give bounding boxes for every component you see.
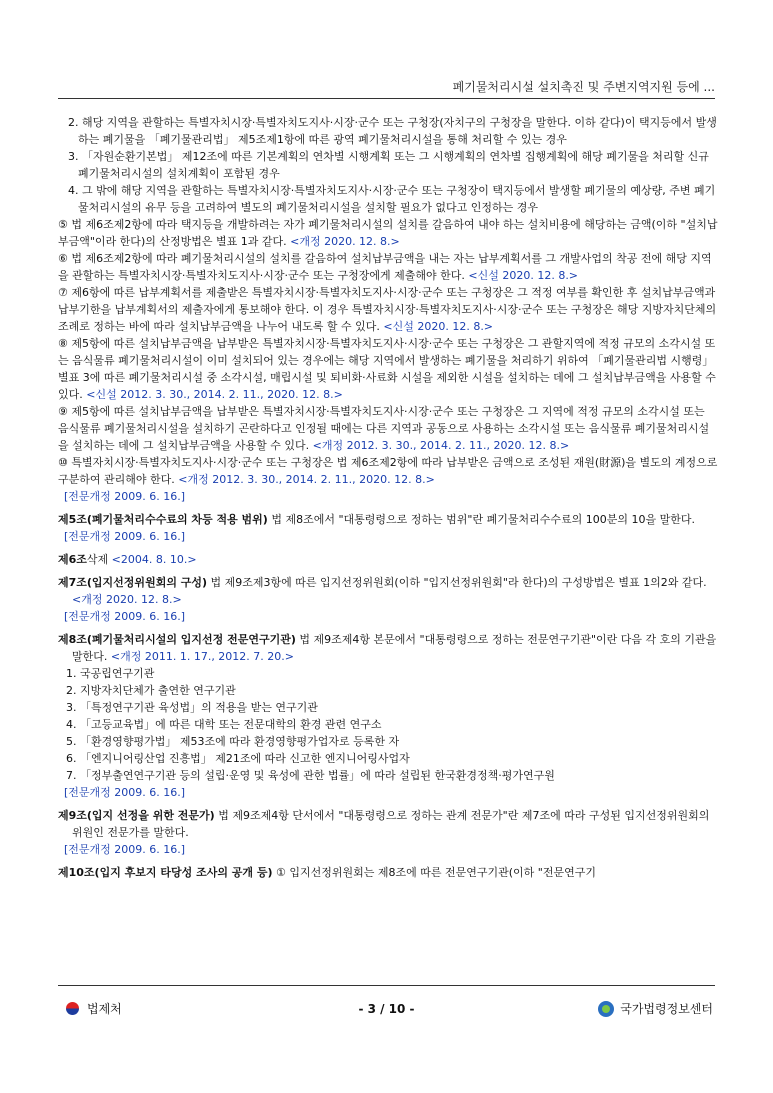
item-text: [전문개정 2009. 6. 16.]: [64, 843, 186, 856]
article-title: 제7조(입지선정위원회의 구성): [58, 576, 208, 589]
item-text: ⑩ 특별자치시장·특별자치도지사·시장·군수 또는 구청장은 법 제6조제2항에 따라 납부받은 금액으로 조성된 재원(財源)을 별도의 계정으로 구분하여 관리해야 한다.: [58, 456, 718, 486]
item-text: ⑨ 제5항에 따른 설치납부금액을 납부받은 특별자치시장·특별자치도지사·시장·군수 또는 구청장은 그 지역에 적정 규모의 소각시설 또는 음식물류 폐기물처리시설을 설치하기 곤란하다고 인정될 때에는 다른 지역과 공동으로 사용하는 소각시설 또는 음식물류 폐기물처리시설을 설치하는 데에 그 설치납부금액을 사용할 수 있다.: [58, 405, 710, 452]
footer-agency: 법제처: [87, 1002, 122, 1016]
amendment-note: [58, 528, 718, 545]
item-text: 2. 해당 지역을 관할하는 특별자치시장·특별자치도지사·시장·군수 또는 구청장(자치구의 구청장을 말한다. 이하 같다)이 택지등에서 발생하는 폐기물을 「폐기물관리법」 제5조제1항에 따른 광역 폐기물처리시설을 통해 처리할 수 있는 경우: [68, 116, 717, 146]
amendment-note: [58, 784, 718, 801]
article-title: 제10조(입지 후보지 타당성 조사의 공개 등): [58, 866, 273, 879]
amendment-date: <개정 2011. 1. 17., 2012. 7. 20.>: [110, 650, 294, 663]
item-text: 4. 그 밖에 해당 지역을 관할하는 특별자치시장·특별자치도지사·시장·군수 또는 구청장이 택지등에서 발생할 폐기물의 예상량, 주변 폐기물처리시설의 유무 등을 고려하여 별도의 폐기물처리시설을 설치할 필요가 없다고 인정하는 경우: [68, 184, 716, 214]
amendment-date: <개정 2020. 12. 8.>: [72, 593, 182, 606]
article-title: 제5조(폐기물처리수수료의 차등 적용 범위): [58, 513, 268, 526]
amendment-note: [58, 608, 718, 625]
list-item: [58, 750, 718, 767]
amendment-date: <신설 2020. 12. 8.>: [464, 269, 579, 282]
law-center-logo-icon: [598, 1001, 614, 1017]
paragraph: [58, 403, 718, 454]
amendment-date: <개정 2012. 3. 30., 2014. 2. 11., 2020. 12. 8.>: [309, 439, 570, 452]
paragraph: [58, 250, 718, 284]
footer-center-name: 국가법령정보센터: [620, 1002, 713, 1016]
amendment-note: [58, 488, 718, 505]
paragraph: [58, 454, 718, 488]
page-header-title: 폐기물처리시설 설치촉진 및 주변지역지원 등에 ...: [452, 80, 715, 94]
document-body: [58, 114, 718, 881]
numbered-clause: [58, 114, 718, 148]
article-title: 제9조(입지 선정을 위한 전문가): [58, 809, 215, 822]
numbered-clause: [58, 182, 718, 216]
item-text: 법 제9조제3항에 따른 입지선정위원회(이하 "입지선정위원회"라 한다)의 구성방법은 별표 1의2와 같다.: [207, 576, 707, 589]
item-text: 법 제8조에서 "대통령령으로 정하는 범위"란 폐기물처리수수료의 100분의 10을 말한다.: [267, 513, 695, 526]
item-text: [전문개정 2009. 6. 16.]: [64, 610, 186, 623]
item-text: 삭제: [86, 553, 112, 566]
item-text: 법 제9조제4항 단서에서 "대통령령으로 정하는 관계 전문가"란 제7조에 따라 구성된 입지선정위원회의 위원인 전문가를 말한다.: [72, 809, 710, 839]
list-item: [58, 682, 718, 699]
header-divider: [58, 98, 715, 99]
item-text: 3. 「자원순환기본법」 제12조에 따른 기본계획의 연차별 시행계획 또는 그 시행계획의 연차별 집행계획에 해당 폐기물을 처리할 신규 폐기물처리시설의 설치계획이 포함된 경우: [68, 150, 709, 180]
footer-divider: [58, 985, 715, 986]
amendment-note: [58, 841, 718, 858]
item-text: 6. 「엔지니어링산업 진흥법」 제21조에 따라 신고한 엔지니어링사업자: [66, 752, 410, 765]
item-text: 1. 국공립연구기관: [66, 667, 155, 680]
article: [58, 864, 718, 881]
paragraph: [58, 216, 718, 250]
article: [58, 511, 718, 528]
item-text: ① 입지선정위원회는 제8조에 따른 전문연구기관(이하 "전문연구기: [272, 866, 596, 879]
article-title: 제6조: [58, 553, 87, 566]
paragraph: [58, 335, 718, 403]
list-item: [58, 733, 718, 750]
page-number: - 3 / 10 -: [358, 1002, 415, 1016]
list-item: [58, 716, 718, 733]
list-item: [58, 665, 718, 682]
list-item: [58, 699, 718, 716]
item-text: 3. 「특정연구기관 육성법」의 적용을 받는 연구기관: [66, 701, 318, 714]
item-text: 5. 「환경영향평가법」 제53조에 따라 환경영향평가업자로 등록한 자: [66, 735, 400, 748]
numbered-clause: [58, 148, 718, 182]
item-text: [전문개정 2009. 6. 16.]: [64, 530, 186, 543]
article: [58, 574, 718, 608]
item-text: ⑦ 제6항에 따른 납부계획서를 제출받은 특별자치시장·특별자치도지사·시장·군수 또는 구청장은 그 적정 여부를 확인한 후 설치납부금액과 납부기한을 납부계획서의 제출자에게 통보해야 한다. 이 경우 특별자치시장·특별자치도지사·시장·군수 또는 구청장은 해당 지방자치단체의 조례로 정하는 바에 따라 설치납부금액을 나누어 내도록 할 수 있다.: [58, 286, 717, 333]
amendment-date: <개정 2012. 3. 30., 2014. 2. 11., 2020. 12. 8.>: [174, 473, 435, 486]
item-text: ⑤ 법 제6조제2항에 따라 택지등을 개발하려는 자가 폐기물처리시설의 설치를 갈음하여 내야 하는 설치비용에 해당하는 금액(이하 "설치납부금액"이라 한다)의 산정방법은 별표 1과 같다.: [58, 218, 718, 248]
article: [58, 807, 718, 841]
article: [58, 551, 718, 568]
amendment-date: <신설 2020. 12. 8.>: [379, 320, 494, 333]
page-footer: [58, 1000, 715, 1022]
item-text: [전문개정 2009. 6. 16.]: [64, 490, 186, 503]
item-text: [전문개정 2009. 6. 16.]: [64, 786, 186, 799]
amendment-date: <개정 2020. 12. 8.>: [286, 235, 400, 248]
amendment-date: <2004. 8. 10.>: [111, 553, 197, 566]
amendment-date: <신설 2012. 3. 30., 2014. 2. 11., 2020. 12. 8.>: [82, 388, 343, 401]
item-text: 법 제9조제4항 본문에서 "대통령령으로 정하는 전문연구기관"이란 다음 각 호의 기관을 말한다.: [72, 633, 717, 663]
item-text: 7. 「정부출연연구기관 등의 설립·운영 및 육성에 관한 법률」에 따라 설립된 한국환경정책·평가연구원: [66, 769, 555, 782]
article: [58, 631, 718, 665]
item-text: 2. 지방자치단체가 출연한 연구기관: [66, 684, 236, 697]
paragraph: [58, 284, 718, 335]
item-text: 4. 「고등교육법」에 따른 대학 또는 전문대학의 환경 관련 연구소: [66, 718, 382, 731]
article-title: 제8조(폐기물처리시설의 입지선정 전문연구기관): [58, 633, 296, 646]
list-item: [58, 767, 718, 784]
item-text: ⑥ 법 제6조제2항에 따라 폐기물처리시설의 설치를 갈음하여 설치납부금액을 내는 자는 납부계획서를 그 개발사업의 착공 전에 해당 지역을 관할하는 특별자치시장·특별자치도지사·시장·군수 또는 구청장에게 제출해야 한다.: [58, 252, 712, 282]
footer-right: [598, 1000, 713, 1017]
item-text: ⑧ 제5항에 따른 설치납부금액을 납부받은 특별자치시장·특별자치도지사·시장·군수 또는 구청장은 그 관할지역에 적정 규모의 소각시설 또는 음식물류 폐기물처리시설이 이미 설치되어 있는 경우에는 해당 지역에서 발생하는 폐기물을 처리하기 위하여 「폐기물관리법 시행령」 별표 3에 따른 폐기물처리시설 중 소각시설, 매립시설 및 퇴비화·사료화 시설을 제외한 시설을 설치하는 데에 그 설치납부금액을 사용할 수 있다.: [58, 337, 716, 401]
